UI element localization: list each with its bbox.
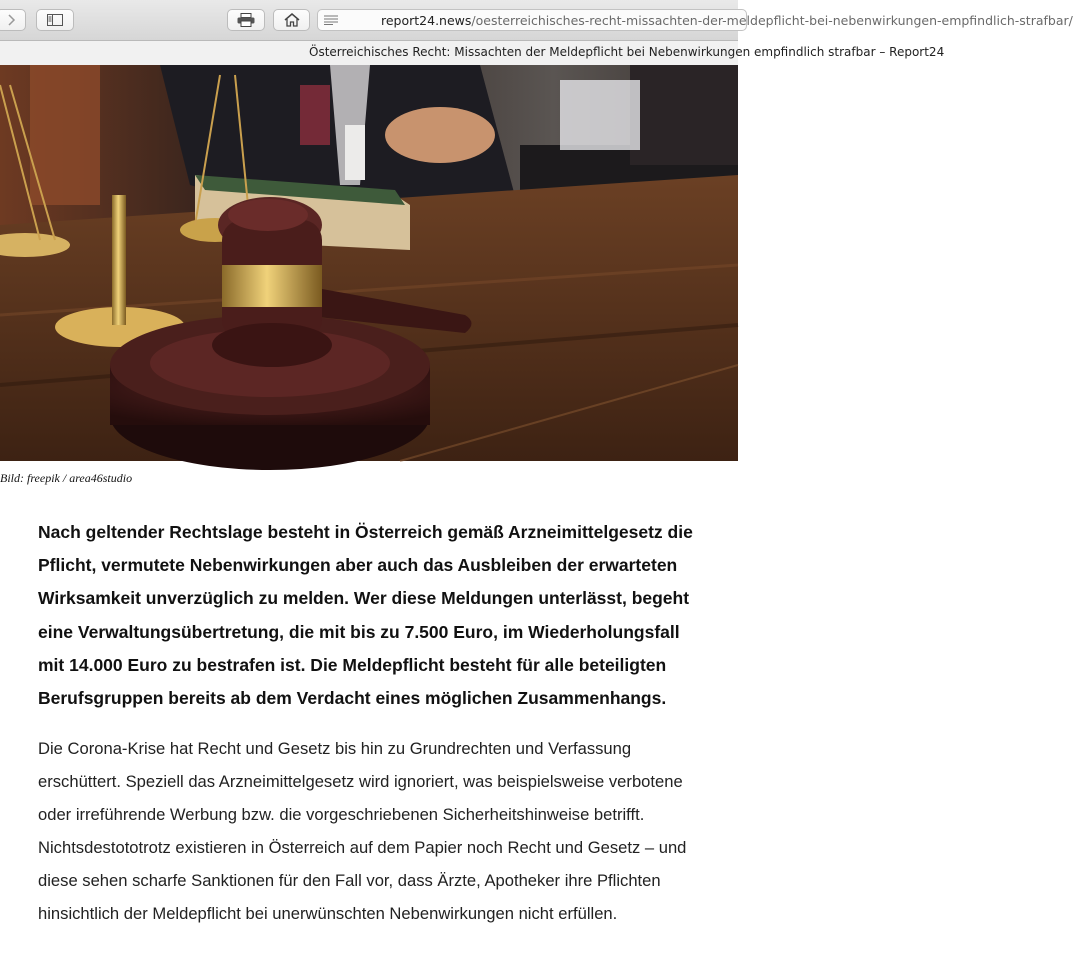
- tab-bar: [0, 41, 945, 66]
- print-button[interactable]: [227, 9, 265, 31]
- url-text: [381, 13, 1073, 28]
- article-lead: Nach geltender Rechtslage besteht in Österreich gemäß Arzneimittelgesetz die Pflicht, vermutete Nebenwirkungen aber auch das Ausbleiben der erwarteten Wirksamkeit unverzüglich zu melden. Wer diese Meldungen unterlässt, begeht eine Verwaltungsübertretung, die mit bis zu 7.500 Euro, im Wiederholungsfall mit 14.000 Euro zu bestrafen ist. Die Meldepflicht besteht für alle beteiligten Berufsgruppen bereits ab dem Verdacht eines möglichen Zusammenhangs.: [38, 522, 693, 709]
- gavel-photo: [0, 65, 738, 461]
- browser-toolbar: [0, 0, 1073, 41]
- printer-icon: [237, 13, 255, 27]
- reader-lines-icon[interactable]: [324, 15, 338, 25]
- sidebar-button[interactable]: [36, 9, 74, 31]
- address-bar[interactable]: [317, 9, 1073, 31]
- sidebar-icon: [47, 14, 63, 26]
- home-icon: [284, 13, 300, 27]
- tab-title[interactable]: Österreichisches Recht: Missachten der Meldepflicht bei Nebenwirkungen empfindlich strafbar – Report24: [309, 45, 945, 59]
- chevron-right-icon: [6, 14, 16, 26]
- article-hero-image: [0, 65, 738, 461]
- image-credit: Bild: freepik / area46studio: [0, 471, 133, 485]
- url-path: /oesterreichisches-recht-missachten-der-meldepflicht-bei-nebenwirkungen-empfindlich-strafbar/: [471, 13, 1073, 28]
- home-button[interactable]: [273, 9, 310, 31]
- article-paragraph: Die Corona-Krise hat Recht und Gesetz bis hin zu Grundrechten und Verfassung erschüttert. Speziell das Arzneimittelgesetz wird ignoriert, was beispielsweise verbotene oder irreführende Werbung bzw. die vorgeschriebenen Sicherheitshinweise betrifft. Nichtsdestototrotz existieren in Österreich auf dem Papier noch Recht und Gesetz – und diese sehen scharfe Sanktionen für den Fall vor, dass Ärzte, Apotheker ihre Pflichten hinsichtlich der Meldepflicht bei unerwünschten Nebenwirkungen nicht erfüllen.: [38, 739, 687, 923]
- url-host: report24.news: [381, 13, 472, 28]
- forward-button[interactable]: [0, 9, 26, 31]
